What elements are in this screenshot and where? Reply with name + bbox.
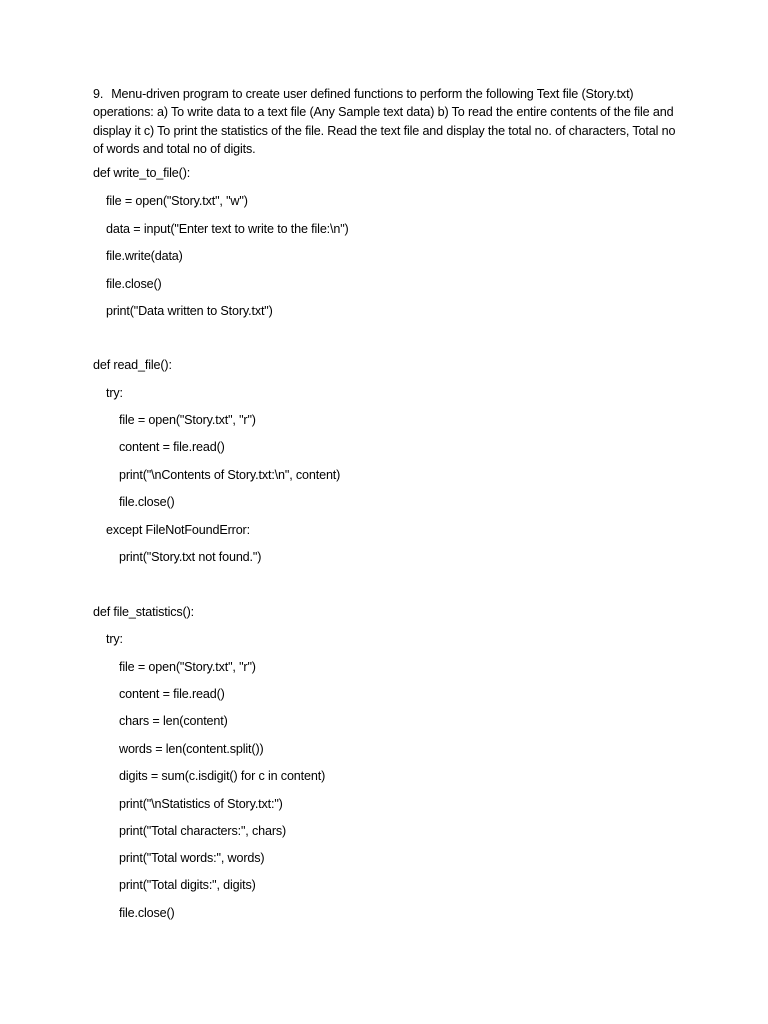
code-line: file.close() bbox=[106, 277, 162, 291]
question-body: Menu-driven program to create user defined functions to perform the following Text file (Story.txt) operations: a) To write data to a text file (Any Sample text data) b) To read the entire contents of the file and display it c) To print the statistics of the file. Read the text file and display the total no. of characters, Total no of words and total no of digits. bbox=[93, 87, 676, 156]
code-line: try: bbox=[106, 632, 123, 646]
question-number: 9. bbox=[93, 87, 104, 101]
code-line: file = open("Story.txt", "w") bbox=[106, 194, 248, 208]
code-line: data = input("Enter text to write to the file:\n") bbox=[106, 222, 349, 236]
code-line: try: bbox=[106, 386, 123, 400]
code-line: chars = len(content) bbox=[119, 714, 228, 728]
code-line-def-write: def write_to_file(): bbox=[93, 166, 191, 180]
code-line: print("\nStatistics of Story.txt:") bbox=[119, 797, 283, 811]
code-line: file.close() bbox=[119, 906, 175, 920]
code-line: file = open("Story.txt", "r") bbox=[119, 660, 256, 674]
code-line-def-read: def read_file(): bbox=[93, 358, 172, 372]
code-line: content = file.read() bbox=[119, 687, 225, 701]
code-line: print("Total characters:", chars) bbox=[119, 824, 287, 838]
code-line-def-statistics: def file_statistics(): bbox=[93, 605, 194, 619]
code-line: except FileNotFoundError: bbox=[106, 523, 250, 537]
code-line: print("Total digits:", digits) bbox=[119, 878, 256, 892]
code-line: content = file.read() bbox=[119, 440, 225, 454]
question-text bbox=[93, 85, 688, 158]
code-line: print("Story.txt not found.") bbox=[119, 550, 262, 564]
code-line: print("\nContents of Story.txt:\n", content) bbox=[119, 468, 341, 482]
code-line: print("Data written to Story.txt") bbox=[106, 304, 273, 318]
code-line: file.close() bbox=[119, 495, 175, 509]
code-line: file = open("Story.txt", "r") bbox=[119, 413, 256, 427]
code-line: file.write(data) bbox=[106, 249, 183, 263]
code-line: words = len(content.split()) bbox=[119, 742, 264, 756]
code-line: digits = sum(c.isdigit() for c in content) bbox=[119, 769, 326, 783]
code-line: print("Total words:", words) bbox=[119, 851, 265, 865]
